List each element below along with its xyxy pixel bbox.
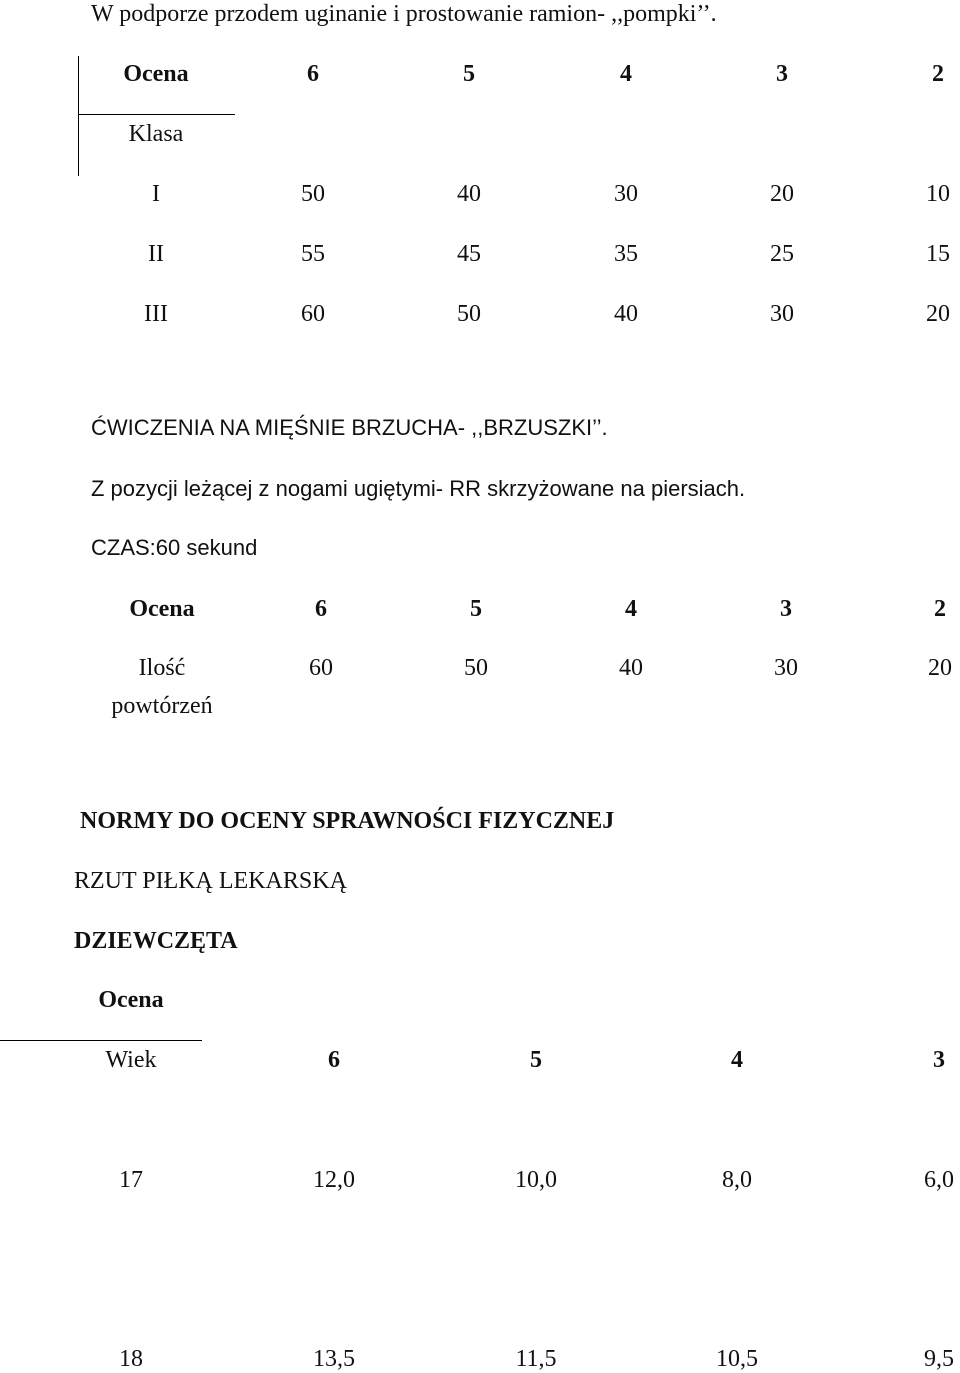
wiek-header: Wiek [105,1047,157,1073]
klasa-header: Klasa [128,121,184,147]
table-cell: 13,5 [313,1346,355,1372]
table-cell: 10,0 [515,1167,557,1193]
table-cell: 45 [457,241,481,267]
table-cell: 30 [770,301,794,327]
table-cell: 40 [614,301,638,327]
grade-header: 6 [315,596,327,622]
grade-header: 3 [933,1047,945,1073]
table-cell: 25 [770,241,794,267]
table-cell: 10 [926,181,950,207]
grade-header: 3 [780,596,792,622]
table-cell: 11,5 [515,1346,557,1372]
pushups-title: W podporze przodem uginanie i prostowanie ramion- ,,pompki’’. [91,1,717,27]
table-cell: 30 [774,655,798,681]
grade-header: 5 [463,61,475,87]
header-horizontal-rule [78,114,235,115]
table-cell: 12,0 [313,1167,355,1193]
table-cell: 15 [926,241,950,267]
grade-header: 6 [307,61,319,87]
situps-time: CZAS:60 sekund [91,535,258,560]
grade-header: 6 [328,1047,340,1073]
row-label-line1: Ilość [138,655,186,681]
table-cell: 20 [926,301,950,327]
grade-header: 4 [731,1047,743,1073]
header-horizontal-rule [0,1040,202,1041]
ocena-header: Ocena [98,987,164,1013]
grade-header: 5 [530,1047,542,1073]
situps-description: Z pozycji leżącej z nogami ugiętymi- RR skrzyżowane na piersiach. [91,476,746,501]
klasa-cell: III [144,301,168,327]
table-cell: 30 [614,181,638,207]
ocena-header: Ocena [123,61,189,87]
table-cell: 35 [614,241,638,267]
table-cell: 6,0 [924,1167,954,1193]
table-cell: 55 [301,241,325,267]
table-cell: 10,5 [716,1346,758,1372]
norms-title: NORMY DO OCENY SPRAWNOŚCI FIZYCZNEJ [80,808,615,834]
grade-header: 2 [932,61,944,87]
table-cell: 9,5 [924,1346,954,1372]
table-cell: 50 [464,655,488,681]
header-vertical-rule [78,56,79,176]
ocena-header: Ocena [129,596,195,622]
grade-header: 2 [934,596,946,622]
table-cell: 60 [301,301,325,327]
klasa-cell: I [152,181,160,207]
table-cell: 20 [770,181,794,207]
table-cell: 40 [457,181,481,207]
norms-group: DZIEWCZĘTA [74,928,238,954]
situps-title: ĆWICZENIA NA MIĘŚNIE BRZUCHA- ,,BRZUSZKI’’. [91,415,608,440]
table-cell: 8,0 [722,1167,752,1193]
klasa-cell: II [148,241,164,267]
wiek-cell: 18 [119,1346,143,1372]
table-cell: 60 [309,655,333,681]
table-cell: 50 [457,301,481,327]
grade-header: 4 [620,61,632,87]
grade-header: 3 [776,61,788,87]
table-cell: 50 [301,181,325,207]
wiek-cell: 17 [119,1167,143,1193]
norms-subtitle: RZUT PIŁKĄ LEKARSKĄ [74,868,347,894]
grade-header: 4 [625,596,637,622]
grade-header: 5 [470,596,482,622]
table-cell: 40 [619,655,643,681]
row-label-line2: powtórzeń [111,693,213,719]
table-cell: 20 [928,655,952,681]
